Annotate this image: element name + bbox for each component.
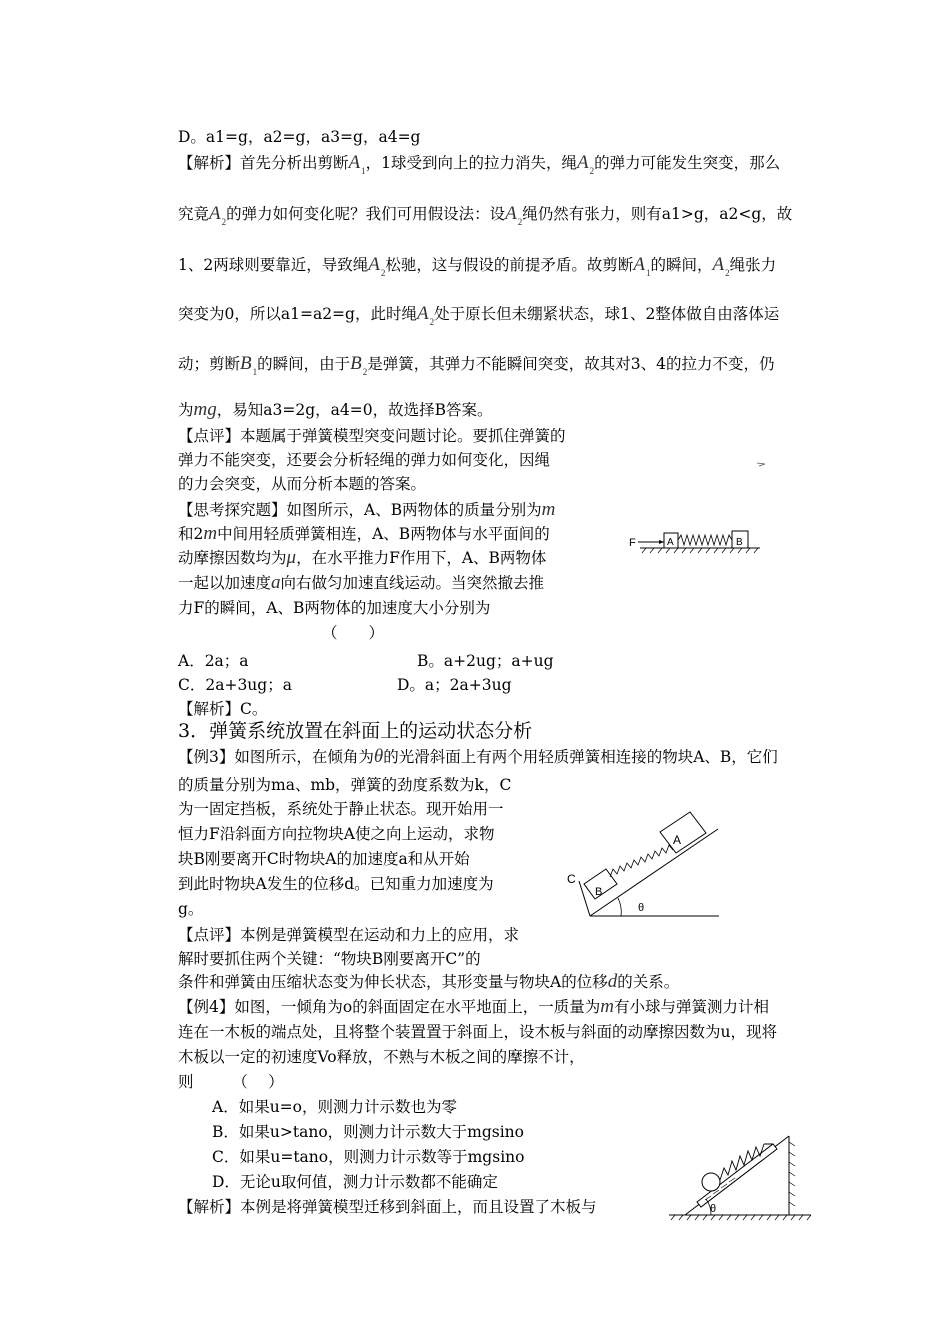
symbol-a1: $A_1$ [348,152,366,176]
option-c: C．2a+3ug；a [178,676,292,694]
ex4-option-c: C．如果u=tano，则测力计示数等于mgsino [212,1148,525,1166]
force-label: F [629,537,636,549]
section-3-heading: 3．弹簧系统放置在斜面上的运动状态分析 [178,720,533,742]
symbol-a2: $A_2$ [209,203,227,227]
think-line-2: 和2m中间用轻质弹簧相连，A、B两物体与水平面间的 [178,523,550,544]
ex3-line-1: 【例3】如图所示，在倾角为θ的光滑斜面上有两个用轻质弹簧相连接的物块A、B，它们 [178,746,778,767]
think-line-4: 一起以加速度a向右做匀加速直线运动。当突然撤去推 [178,572,545,593]
think-line-1: 【思考探究题】如图所示，A、B两物体的质量分别为m [178,499,556,520]
ex4-option-b: B．如果u>tano，则测力计示数大于mgsino [212,1123,524,1141]
ex4-line-4: 则 （ ） [178,1073,284,1091]
figure-horizontal-spring [620,525,765,555]
ex3-line-7: g。 [178,900,204,918]
figure-incline-blocks [560,805,725,920]
svg-text:B: B [595,886,603,898]
svg-text:A: A [667,537,674,548]
ex3-line-6: 到此时物块A发生的位移d。已知重力加速度为 [178,875,494,893]
comment3-line-1: 【点评】本例是弹簧模型在运动和力上的应用，求 [178,926,520,944]
ex4-option-d: D．无论u取何值，测力计示数都不能确定 [212,1173,498,1191]
comment3-line-3: 条件和弹簧由压缩状态变为伸长状态，其形变量与物块A的位移d的关系。 [178,971,680,992]
ex3-line-3: 为一固定挡板，系统处于静止状态。现开始用一 [178,800,504,818]
symbol-b1: $B_1$ [240,353,258,377]
option-d-line: D。a1=g，a2=g，a3=g，a4=g [178,128,421,146]
analysis-line-2: 究竟$A_2$的弹力如何变化呢？我们可用假设法：设$A_2$绳仍然有张力，则有a1>g，a2<g，故 [178,203,793,227]
think-line-3: 动摩擦因数均为μ，在水平推力F作用下，A、B两物体 [178,547,547,568]
spring [610,845,673,877]
ex4-analysis: 【解析】本例是将弹簧模型迁移到斜面上，而且设置了木板与 [178,1198,597,1216]
small-mark [756,460,768,468]
think-line-5: 力F的瞬间，A、B两物体的加速度大小分别为 [178,599,491,617]
think-answer: 【解析】C。 [178,700,268,718]
spring [678,535,732,545]
ex4-option-a: A．如果u=o，则测力计示数也为零 [212,1098,457,1116]
ex3-line-2: 的质量分别为ma、mb，弹簧的劲度系数为k，C [178,776,512,794]
svg-text:A: A [673,833,682,847]
svg-text:C: C [567,872,576,886]
symbol-a2: $A_2$ [368,254,386,278]
block-a [660,812,706,853]
ex3-line-4: 恒力F沿斜面方向拉物块A使之向上运动，求物 [178,825,495,843]
analysis-line-5: 动；剪断$B_1$的瞬间，由于$B_2$是弹簧，其弹力不能瞬间突变，故其对3、4的拉力不变，仍 [178,353,775,377]
svg-text:θ: θ [638,902,645,914]
symbol-a2: $A_2$ [416,303,435,327]
figure-incline-ball-spring [665,1128,815,1224]
option-d: D。a；2a+3ug [397,676,512,694]
svg-text:B: B [736,537,743,548]
ball [702,1173,720,1191]
ex4-line-3: 木板以一定的初速度Vo释放，不熟与木板之间的摩擦不计， [178,1048,585,1066]
comment1-line-3: 的力会突变，从而分析本题的答案。 [178,475,427,493]
symbol-b2: $B_2$ [350,353,368,377]
analysis-line-3: 1、2两球则要靠近，导致绳$A_2$松驰，这与假设的前提矛盾。故剪断$A_1$的瞬间，$A_2$绳张力 [178,254,777,278]
option-b: B。a+2ug；a+ug [417,652,554,670]
symbol-a2: $A_2$ [712,254,730,278]
symbol-mg: mg [193,399,217,420]
analysis-line-6: 为mg，易知a3=2g，a4=0，故选择B答案。 [178,399,493,420]
option-a: A．2a；a [178,652,249,670]
analysis-line-1: 【解析】首先分析出剪断$A_1$，1球受到向上的拉力消失，绳$A_2$的弹力可能发生突变，那么 [178,152,781,176]
symbol-a2: $A_2$ [505,203,523,227]
comment1-line-2: 弹力不能突变，还要会分析轻绳的弹力如何变化，因绳 [178,451,551,469]
analysis-line-4: 突变为0，所以a1=a2=g，此时绳$A_2$处于原长但未绷紧状态，球1、2整体做自由落体运 [178,303,780,327]
symbol-a1: $A_1$ [633,254,651,278]
answer-blank: （ ） [322,624,385,642]
ex4-line-1: 【例4】如图，一倾角为o的斜面固定在水平地面上，一质量为m有小球与弹簧测力计相 [178,996,769,1017]
incline [590,829,718,916]
comment3-line-2: 解时要抓住两个关键：“物块B刚要离开C”的 [178,950,481,968]
ex4-line-2: 连在一木板的端点处，且将整个装置置于斜面上，设木板与斜面的动摩擦因数为u，现将 [178,1023,777,1041]
ex3-line-5: 块B刚要离开C时物块A的加速度a和从开始 [178,850,470,868]
svg-text:θ: θ [710,1203,717,1215]
symbol-a2: $A_2$ [577,152,595,176]
comment1-line-1: 【点评】本题属于弹簧模型突变问题讨论。要抓住弹簧的 [178,427,566,445]
